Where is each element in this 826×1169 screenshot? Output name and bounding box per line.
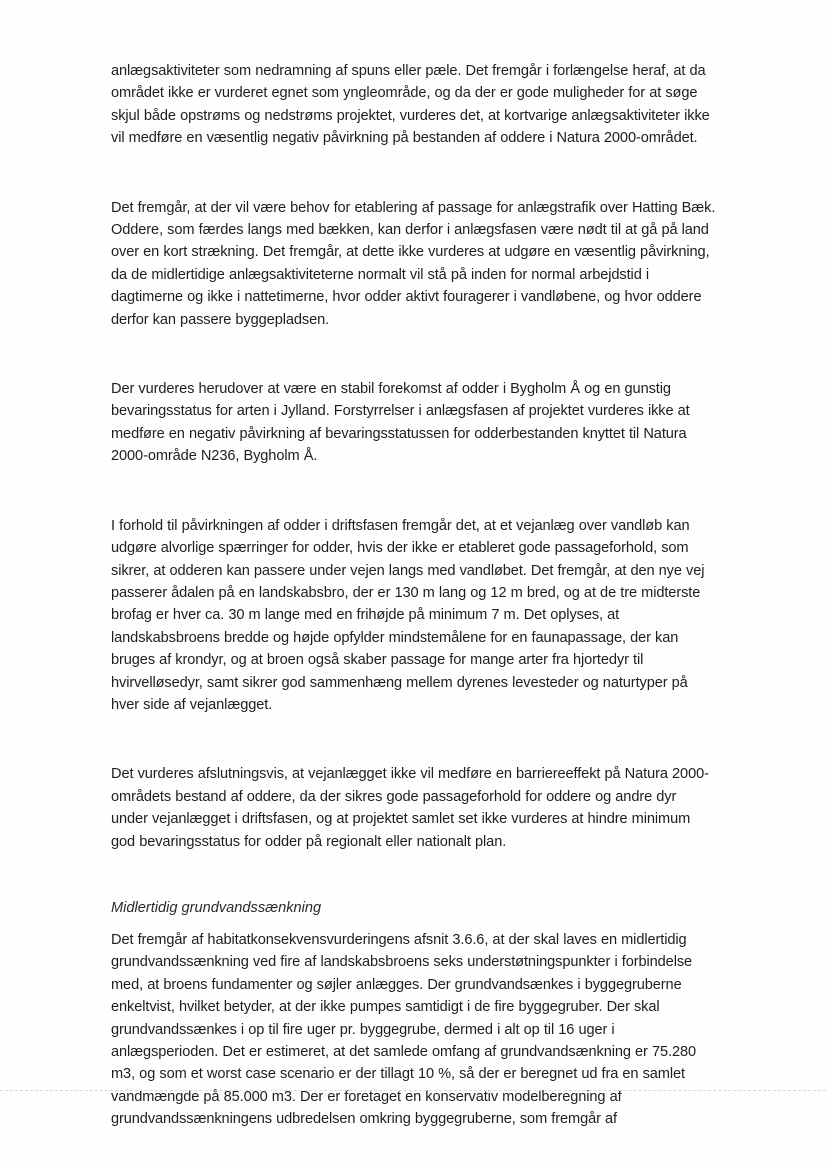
text-line: passerer ådalen på en landskabsbro, der er 130 m lang og 12 m bred, og at de tre midterste bbox=[111, 584, 701, 601]
text-line: vandmængde på 85.000 m3. Der er foretaget en konservativ modelberegning af bbox=[111, 1088, 622, 1105]
paragraph-spacer bbox=[111, 853, 733, 897]
paragraph-1 bbox=[111, 60, 733, 150]
text-line: sikrer, at odderen kan passere under vejen langs med vandløbet. Det fremgår, at den nye vej bbox=[111, 562, 705, 579]
text-line: god bevaringsstatus for odder på regionalt eller nationalt plan. bbox=[111, 833, 507, 850]
text-line: bruges af krondyr, og at broen også skaber passage for mange arter fra hjortedyr til bbox=[111, 652, 644, 669]
paragraph-6 bbox=[111, 929, 733, 1131]
paragraph-spacer bbox=[111, 150, 733, 197]
text-line: landskabsbroens bredde og højde opfylder mindstemålene for en faunapassage, der kan bbox=[111, 629, 679, 646]
text-line: Oddere, som færdes langs med bækken, kan derfor i anlægsfasen være nødt til at gå på land bbox=[111, 222, 709, 239]
text-line: brofag er hver ca. 30 m lange med en frihøjde på minimum 7 m. Det oplyses, at bbox=[111, 607, 620, 624]
text-line: dagtimerne og ikke i nattetimerne, hvor odder aktivt fouragerer i vandløbene, og hvor oddere bbox=[111, 289, 702, 306]
text-line: Der vurderes herudover at være en stabil forekomst af odder i Bygholm Å og en gunstig bbox=[111, 381, 671, 398]
text-line: hvirvelløsedyr, samt sikrer god sammenhæng mellem dyrenes levesteder og naturtyper på bbox=[111, 674, 688, 691]
text-line: enkeltvist, hvilket betyder, at der ikke pumpes samtidigt i de fire byggegruber. Der skal bbox=[111, 999, 660, 1016]
paragraph-4 bbox=[111, 515, 733, 717]
text-line: derfor kan passere byggepladsen. bbox=[111, 311, 330, 328]
text-line: med, at broens fundamenter og søjler anlægges. Der grundvandsænkes i byggegruberne bbox=[111, 976, 682, 993]
text-line: da de midlertidige anlægsaktiviteterne normalt vil stå på inden for normal arbejdstid i bbox=[111, 266, 650, 283]
text-line: grundvandssænkning ved fire af landskabsbroens seks understøtningspunkter i forbindelse bbox=[111, 954, 693, 971]
text-line: udgøre alvorlige spærringer for odder, hvis der ikke er etableret gode passageforhold, som bbox=[111, 540, 689, 557]
text-line: anlægsaktiviteter som nedramning af spuns eller pæle. Det fremgår i forlængelse heraf, at da bbox=[111, 63, 706, 79]
paragraph-spacer bbox=[111, 468, 733, 515]
paragraph-spacer bbox=[111, 716, 733, 763]
text-line: grundvandssænkningens udbredelsen omkring byggegruberne, som fremgår af bbox=[111, 1111, 617, 1128]
text-line: m3, og som et worst case scenario er der tillagt 10 %, så der er beregnet ud fra en samlet bbox=[111, 1066, 685, 1083]
text-line: området ikke er vurderet egnet som yngleområde, og da der er gode muligheder for at søge bbox=[111, 85, 698, 102]
heading-spacer bbox=[111, 919, 733, 929]
text-line: Det fremgår, at der vil være behov for etablering af passage for anlægstrafik over Hatting Bæk. bbox=[111, 199, 716, 216]
text-line: I forhold til påvirkningen af odder i driftsfasen fremgår det, at et vejanlæg over vandløb kan bbox=[111, 517, 690, 534]
text-line: medføre en negativ påvirkning af bevaringsstatussen for odderbestanden knyttet til Natura bbox=[111, 425, 687, 442]
text-line: bevaringsstatus for arten i Jylland. Forstyrrelser i anlægsfasen af projektet vurderes ikke at bbox=[111, 403, 690, 420]
text-line: Det fremgår af habitatkonsekvensvurderingens afsnit 3.6.6, at der skal laves en midlertidig bbox=[111, 931, 687, 948]
text-line: hver side af vejanlægget. bbox=[111, 696, 273, 713]
paragraph-spacer bbox=[111, 331, 733, 378]
text-line: skjul både opstrøms og nedstrøms projektet, vurderes det, at kortvarige anlægsaktiviteter ikke bbox=[111, 107, 710, 124]
section-subheading: Midlertidig grundvandssænkning bbox=[111, 899, 322, 916]
document-body bbox=[111, 60, 733, 1131]
text-line: anlægsperioden. Det er estimeret, at det samlede omfang af grundvandsænkning er 75.280 bbox=[111, 1044, 697, 1060]
paragraph-5 bbox=[111, 763, 733, 853]
text-line: områdets bestand af oddere, da der sikres gode passageforhold for oddere og andre dyr bbox=[111, 788, 677, 805]
text-line: grundvandssænkes i op til fire uger pr. byggegrube, dermed i alt op til 16 uger i bbox=[111, 1021, 615, 1038]
text-line: over en kort strækning. Det fremgår, at dette ikke vurderes at udgøre en væsentlig påvirkning, bbox=[111, 244, 710, 261]
scan-artifact-line bbox=[0, 1090, 826, 1091]
text-line: vil medføre en væsentlig negativ påvirkning på bestanden af oddere i Natura 2000-området. bbox=[111, 130, 698, 147]
text-line: under vejanlægget i driftsfasen, og at projektet samlet set ikke vurderes at hindre minimum bbox=[111, 811, 691, 828]
paragraph-2 bbox=[111, 197, 733, 331]
paragraph-3 bbox=[111, 378, 733, 468]
text-line: Det vurderes afslutningsvis, at vejanlægget ikke vil medføre en barriereeffekt på Natura 2000- bbox=[111, 766, 709, 783]
text-line: 2000-område N236, Bygholm Å. bbox=[111, 448, 318, 465]
